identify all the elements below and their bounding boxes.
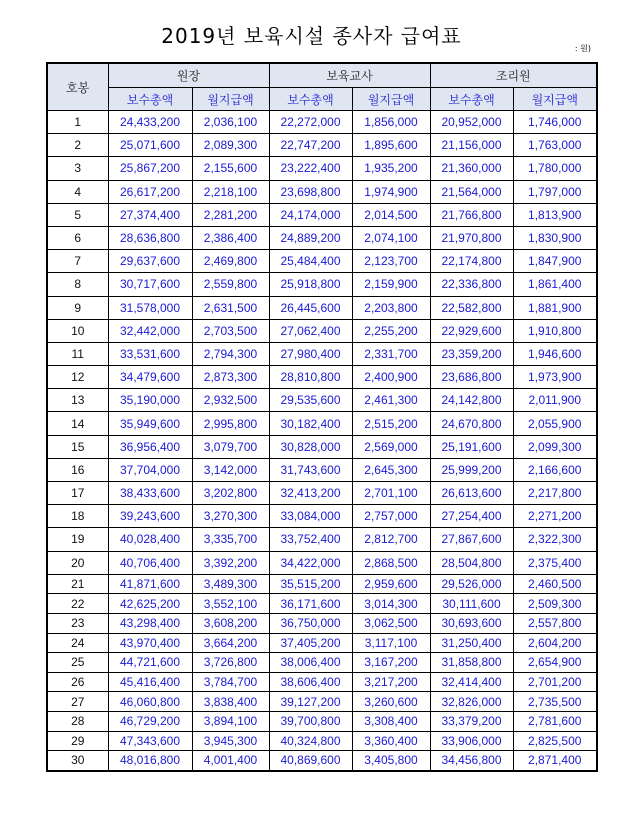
teacher-total-cell: 23,698,800 bbox=[269, 180, 352, 203]
cook-total-cell: 21,564,000 bbox=[430, 180, 513, 203]
cook-monthly-cell: 2,735,500 bbox=[513, 692, 597, 712]
teacher-total-cell: 22,747,200 bbox=[269, 134, 352, 157]
table-row bbox=[47, 111, 597, 134]
director-monthly-cell: 3,335,700 bbox=[192, 528, 269, 551]
teacher-total-cell: 25,918,800 bbox=[269, 273, 352, 296]
hobong-cell: 6 bbox=[47, 226, 108, 249]
teacher-monthly-cell: 2,123,700 bbox=[352, 250, 430, 273]
teacher-monthly-cell: 2,159,900 bbox=[352, 273, 430, 296]
teacher-total-cell: 24,889,200 bbox=[269, 226, 352, 249]
hobong-cell: 17 bbox=[47, 482, 108, 505]
hobong-cell: 28 bbox=[47, 711, 108, 731]
table-row bbox=[47, 250, 597, 273]
teacher-total-cell: 33,084,000 bbox=[269, 505, 352, 528]
table-row bbox=[47, 134, 597, 157]
cook-total-cell: 21,156,000 bbox=[430, 134, 513, 157]
teacher-total-cell: 27,980,400 bbox=[269, 342, 352, 365]
teacher-monthly-cell: 3,260,600 bbox=[352, 692, 430, 712]
table-row bbox=[47, 633, 597, 653]
director-total-cell: 26,617,200 bbox=[108, 180, 192, 203]
director-monthly-cell: 3,894,100 bbox=[192, 711, 269, 731]
director-total-cell: 35,949,600 bbox=[108, 412, 192, 435]
director-monthly-cell: 3,838,400 bbox=[192, 692, 269, 712]
hobong-cell: 3 bbox=[47, 157, 108, 180]
cook-total-cell: 26,613,600 bbox=[430, 482, 513, 505]
teacher-monthly-cell: 3,117,100 bbox=[352, 633, 430, 653]
director-total-cell: 42,625,200 bbox=[108, 594, 192, 614]
salary-table bbox=[46, 62, 598, 772]
director-monthly-cell: 3,202,800 bbox=[192, 482, 269, 505]
hobong-cell: 24 bbox=[47, 633, 108, 653]
hobong-cell: 22 bbox=[47, 594, 108, 614]
director-total-cell: 35,190,000 bbox=[108, 389, 192, 412]
teacher-monthly-cell: 2,757,000 bbox=[352, 505, 430, 528]
header-monthly-pay: 월지급액 bbox=[513, 88, 597, 111]
teacher-total-cell: 29,535,600 bbox=[269, 389, 352, 412]
director-total-cell: 39,243,600 bbox=[108, 505, 192, 528]
director-monthly-cell: 2,036,100 bbox=[192, 111, 269, 134]
director-total-cell: 48,016,800 bbox=[108, 751, 192, 771]
cook-total-cell: 29,526,000 bbox=[430, 574, 513, 594]
hobong-cell: 15 bbox=[47, 435, 108, 458]
teacher-monthly-cell: 1,974,900 bbox=[352, 180, 430, 203]
director-monthly-cell: 3,664,200 bbox=[192, 633, 269, 653]
director-total-cell: 25,867,200 bbox=[108, 157, 192, 180]
table-row bbox=[47, 731, 597, 751]
teacher-total-cell: 35,515,200 bbox=[269, 574, 352, 594]
cook-monthly-cell: 1,973,900 bbox=[513, 366, 597, 389]
hobong-cell: 4 bbox=[47, 180, 108, 203]
cook-total-cell: 27,254,400 bbox=[430, 505, 513, 528]
cook-total-cell: 34,456,800 bbox=[430, 751, 513, 771]
teacher-total-cell: 30,828,000 bbox=[269, 435, 352, 458]
header-group-cook: 조리원 bbox=[430, 63, 597, 88]
cook-monthly-cell: 2,322,300 bbox=[513, 528, 597, 551]
director-total-cell: 37,704,000 bbox=[108, 458, 192, 481]
cook-monthly-cell: 1,797,000 bbox=[513, 180, 597, 203]
cook-total-cell: 30,693,600 bbox=[430, 613, 513, 633]
hobong-cell: 27 bbox=[47, 692, 108, 712]
cook-monthly-cell: 1,910,800 bbox=[513, 319, 597, 342]
cook-monthly-cell: 2,825,500 bbox=[513, 731, 597, 751]
cook-monthly-cell: 1,763,000 bbox=[513, 134, 597, 157]
teacher-total-cell: 39,127,200 bbox=[269, 692, 352, 712]
cook-monthly-cell: 2,460,500 bbox=[513, 574, 597, 594]
cook-total-cell: 21,766,800 bbox=[430, 203, 513, 226]
hobong-cell: 2 bbox=[47, 134, 108, 157]
table-row bbox=[47, 389, 597, 412]
teacher-monthly-cell: 2,255,200 bbox=[352, 319, 430, 342]
hobong-cell: 21 bbox=[47, 574, 108, 594]
teacher-monthly-cell: 2,959,600 bbox=[352, 574, 430, 594]
hobong-cell: 23 bbox=[47, 613, 108, 633]
table-row bbox=[47, 157, 597, 180]
cook-total-cell: 24,142,800 bbox=[430, 389, 513, 412]
cook-monthly-cell: 1,847,900 bbox=[513, 250, 597, 273]
cook-total-cell: 25,191,600 bbox=[430, 435, 513, 458]
hobong-cell: 16 bbox=[47, 458, 108, 481]
teacher-total-cell: 36,171,600 bbox=[269, 594, 352, 614]
page-title: 2019년 보육시설 종사자 급여표 bbox=[161, 24, 462, 48]
teacher-total-cell: 40,869,600 bbox=[269, 751, 352, 771]
director-total-cell: 44,721,600 bbox=[108, 653, 192, 673]
table-row bbox=[47, 273, 597, 296]
cook-monthly-cell: 2,871,400 bbox=[513, 751, 597, 771]
director-monthly-cell: 2,873,300 bbox=[192, 366, 269, 389]
hobong-cell: 5 bbox=[47, 203, 108, 226]
director-total-cell: 43,298,400 bbox=[108, 613, 192, 633]
teacher-monthly-cell: 2,014,500 bbox=[352, 203, 430, 226]
header-total-pay: 보수총액 bbox=[430, 88, 513, 111]
teacher-total-cell: 40,324,800 bbox=[269, 731, 352, 751]
director-total-cell: 29,637,600 bbox=[108, 250, 192, 273]
hobong-cell: 20 bbox=[47, 551, 108, 574]
teacher-monthly-cell: 3,062,500 bbox=[352, 613, 430, 633]
cook-total-cell: 24,670,800 bbox=[430, 412, 513, 435]
table-row bbox=[47, 692, 597, 712]
director-monthly-cell: 3,552,100 bbox=[192, 594, 269, 614]
teacher-total-cell: 34,422,000 bbox=[269, 551, 352, 574]
teacher-monthly-cell: 2,569,000 bbox=[352, 435, 430, 458]
director-monthly-cell: 2,631,500 bbox=[192, 296, 269, 319]
director-total-cell: 36,956,400 bbox=[108, 435, 192, 458]
cook-total-cell: 21,360,000 bbox=[430, 157, 513, 180]
table-row bbox=[47, 412, 597, 435]
table-row bbox=[47, 574, 597, 594]
hobong-cell: 30 bbox=[47, 751, 108, 771]
teacher-monthly-cell: 2,203,800 bbox=[352, 296, 430, 319]
director-total-cell: 46,060,800 bbox=[108, 692, 192, 712]
director-monthly-cell: 2,089,300 bbox=[192, 134, 269, 157]
hobong-cell: 25 bbox=[47, 653, 108, 673]
director-total-cell: 25,071,600 bbox=[108, 134, 192, 157]
cook-monthly-cell: 2,055,900 bbox=[513, 412, 597, 435]
cook-total-cell: 31,250,400 bbox=[430, 633, 513, 653]
header-group-director: 원장 bbox=[108, 63, 269, 88]
director-total-cell: 27,374,400 bbox=[108, 203, 192, 226]
teacher-total-cell: 32,413,200 bbox=[269, 482, 352, 505]
director-total-cell: 46,729,200 bbox=[108, 711, 192, 731]
director-monthly-cell: 2,703,500 bbox=[192, 319, 269, 342]
director-monthly-cell: 3,270,300 bbox=[192, 505, 269, 528]
header-group-teacher: 보육교사 bbox=[269, 63, 430, 88]
teacher-total-cell: 38,606,400 bbox=[269, 672, 352, 692]
cook-total-cell: 23,686,800 bbox=[430, 366, 513, 389]
teacher-monthly-cell: 1,935,200 bbox=[352, 157, 430, 180]
cook-total-cell: 33,379,200 bbox=[430, 711, 513, 731]
cook-total-cell: 20,952,000 bbox=[430, 111, 513, 134]
cook-monthly-cell: 2,011,900 bbox=[513, 389, 597, 412]
cook-monthly-cell: 2,654,900 bbox=[513, 653, 597, 673]
director-monthly-cell: 2,155,600 bbox=[192, 157, 269, 180]
teacher-monthly-cell: 2,701,100 bbox=[352, 482, 430, 505]
director-total-cell: 32,442,000 bbox=[108, 319, 192, 342]
teacher-monthly-cell: 2,868,500 bbox=[352, 551, 430, 574]
cook-total-cell: 23,359,200 bbox=[430, 342, 513, 365]
teacher-monthly-cell: 2,074,100 bbox=[352, 226, 430, 249]
cook-monthly-cell: 2,099,300 bbox=[513, 435, 597, 458]
table-row bbox=[47, 482, 597, 505]
teacher-total-cell: 39,700,800 bbox=[269, 711, 352, 731]
cook-total-cell: 32,826,000 bbox=[430, 692, 513, 712]
table-row bbox=[47, 458, 597, 481]
teacher-monthly-cell: 3,167,200 bbox=[352, 653, 430, 673]
cook-total-cell: 22,582,800 bbox=[430, 296, 513, 319]
director-monthly-cell: 3,726,800 bbox=[192, 653, 269, 673]
cook-monthly-cell: 1,946,600 bbox=[513, 342, 597, 365]
cook-monthly-cell: 2,375,400 bbox=[513, 551, 597, 574]
director-monthly-cell: 3,142,000 bbox=[192, 458, 269, 481]
director-monthly-cell: 3,392,200 bbox=[192, 551, 269, 574]
cook-total-cell: 21,970,800 bbox=[430, 226, 513, 249]
cook-total-cell: 22,929,600 bbox=[430, 319, 513, 342]
table-row bbox=[47, 505, 597, 528]
cook-monthly-cell: 2,604,200 bbox=[513, 633, 597, 653]
hobong-cell: 9 bbox=[47, 296, 108, 319]
table-row bbox=[47, 342, 597, 365]
hobong-cell: 1 bbox=[47, 111, 108, 134]
cook-monthly-cell: 2,509,300 bbox=[513, 594, 597, 614]
table-row bbox=[47, 653, 597, 673]
director-total-cell: 45,416,400 bbox=[108, 672, 192, 692]
teacher-total-cell: 25,484,400 bbox=[269, 250, 352, 273]
teacher-total-cell: 33,752,400 bbox=[269, 528, 352, 551]
table-row bbox=[47, 594, 597, 614]
director-monthly-cell: 3,608,200 bbox=[192, 613, 269, 633]
cook-total-cell: 32,414,400 bbox=[430, 672, 513, 692]
cook-monthly-cell: 1,861,400 bbox=[513, 273, 597, 296]
table-row bbox=[47, 551, 597, 574]
teacher-total-cell: 28,810,800 bbox=[269, 366, 352, 389]
director-total-cell: 43,970,400 bbox=[108, 633, 192, 653]
table-row bbox=[47, 613, 597, 633]
teacher-monthly-cell: 3,217,200 bbox=[352, 672, 430, 692]
teacher-monthly-cell: 2,331,700 bbox=[352, 342, 430, 365]
director-monthly-cell: 2,386,400 bbox=[192, 226, 269, 249]
table-row bbox=[47, 711, 597, 731]
cook-total-cell: 28,504,800 bbox=[430, 551, 513, 574]
cook-total-cell: 31,858,800 bbox=[430, 653, 513, 673]
director-monthly-cell: 2,794,300 bbox=[192, 342, 269, 365]
teacher-total-cell: 30,182,400 bbox=[269, 412, 352, 435]
teacher-monthly-cell: 3,014,300 bbox=[352, 594, 430, 614]
table-row bbox=[47, 751, 597, 771]
director-total-cell: 40,706,400 bbox=[108, 551, 192, 574]
table-row bbox=[47, 203, 597, 226]
director-total-cell: 31,578,000 bbox=[108, 296, 192, 319]
director-total-cell: 30,717,600 bbox=[108, 273, 192, 296]
hobong-cell: 10 bbox=[47, 319, 108, 342]
director-total-cell: 40,028,400 bbox=[108, 528, 192, 551]
unit-label: : 원) bbox=[574, 44, 591, 53]
director-total-cell: 34,479,600 bbox=[108, 366, 192, 389]
hobong-cell: 19 bbox=[47, 528, 108, 551]
director-total-cell: 47,343,600 bbox=[108, 731, 192, 751]
teacher-total-cell: 23,222,400 bbox=[269, 157, 352, 180]
table-row bbox=[47, 435, 597, 458]
table-row bbox=[47, 226, 597, 249]
teacher-monthly-cell: 3,360,400 bbox=[352, 731, 430, 751]
teacher-monthly-cell: 2,645,300 bbox=[352, 458, 430, 481]
teacher-total-cell: 26,445,600 bbox=[269, 296, 352, 319]
cook-monthly-cell: 1,813,900 bbox=[513, 203, 597, 226]
cook-monthly-cell: 2,701,200 bbox=[513, 672, 597, 692]
teacher-total-cell: 37,405,200 bbox=[269, 633, 352, 653]
teacher-total-cell: 22,272,000 bbox=[269, 111, 352, 134]
teacher-total-cell: 24,174,000 bbox=[269, 203, 352, 226]
director-monthly-cell: 2,469,800 bbox=[192, 250, 269, 273]
hobong-cell: 13 bbox=[47, 389, 108, 412]
cook-monthly-cell: 1,830,900 bbox=[513, 226, 597, 249]
table-row bbox=[47, 296, 597, 319]
cook-monthly-cell: 2,166,600 bbox=[513, 458, 597, 481]
hobong-cell: 26 bbox=[47, 672, 108, 692]
director-total-cell: 38,433,600 bbox=[108, 482, 192, 505]
cook-monthly-cell: 2,557,800 bbox=[513, 613, 597, 633]
director-monthly-cell: 3,784,700 bbox=[192, 672, 269, 692]
hobong-cell: 11 bbox=[47, 342, 108, 365]
header-hobong: 호봉 bbox=[47, 63, 108, 111]
cook-monthly-cell: 2,781,600 bbox=[513, 711, 597, 731]
table-row bbox=[47, 180, 597, 203]
teacher-monthly-cell: 1,895,600 bbox=[352, 134, 430, 157]
header-total-pay: 보수총액 bbox=[108, 88, 192, 111]
teacher-monthly-cell: 1,856,000 bbox=[352, 111, 430, 134]
teacher-monthly-cell: 2,400,900 bbox=[352, 366, 430, 389]
cook-monthly-cell: 2,271,200 bbox=[513, 505, 597, 528]
director-monthly-cell: 2,559,800 bbox=[192, 273, 269, 296]
teacher-monthly-cell: 2,812,700 bbox=[352, 528, 430, 551]
hobong-cell: 12 bbox=[47, 366, 108, 389]
hobong-cell: 18 bbox=[47, 505, 108, 528]
teacher-monthly-cell: 3,308,400 bbox=[352, 711, 430, 731]
table-row bbox=[47, 366, 597, 389]
header-monthly-pay: 월지급액 bbox=[352, 88, 430, 111]
director-monthly-cell: 2,932,500 bbox=[192, 389, 269, 412]
cook-total-cell: 30,111,600 bbox=[430, 594, 513, 614]
teacher-monthly-cell: 2,515,200 bbox=[352, 412, 430, 435]
cook-total-cell: 22,174,800 bbox=[430, 250, 513, 273]
cook-monthly-cell: 1,780,000 bbox=[513, 157, 597, 180]
cook-monthly-cell: 2,217,800 bbox=[513, 482, 597, 505]
director-monthly-cell: 2,218,100 bbox=[192, 180, 269, 203]
director-total-cell: 24,433,200 bbox=[108, 111, 192, 134]
director-monthly-cell: 3,489,300 bbox=[192, 574, 269, 594]
table-row bbox=[47, 319, 597, 342]
director-total-cell: 28,636,800 bbox=[108, 226, 192, 249]
table-row bbox=[47, 528, 597, 551]
hobong-cell: 8 bbox=[47, 273, 108, 296]
teacher-total-cell: 36,750,000 bbox=[269, 613, 352, 633]
cook-total-cell: 33,906,000 bbox=[430, 731, 513, 751]
cook-monthly-cell: 1,746,000 bbox=[513, 111, 597, 134]
hobong-cell: 7 bbox=[47, 250, 108, 273]
cook-total-cell: 22,336,800 bbox=[430, 273, 513, 296]
table-row bbox=[47, 672, 597, 692]
director-monthly-cell: 4,001,400 bbox=[192, 751, 269, 771]
teacher-monthly-cell: 3,405,800 bbox=[352, 751, 430, 771]
director-monthly-cell: 2,281,200 bbox=[192, 203, 269, 226]
director-total-cell: 41,871,600 bbox=[108, 574, 192, 594]
director-total-cell: 33,531,600 bbox=[108, 342, 192, 365]
hobong-cell: 29 bbox=[47, 731, 108, 751]
teacher-monthly-cell: 2,461,300 bbox=[352, 389, 430, 412]
teacher-total-cell: 27,062,400 bbox=[269, 319, 352, 342]
director-monthly-cell: 3,945,300 bbox=[192, 731, 269, 751]
cook-total-cell: 25,999,200 bbox=[430, 458, 513, 481]
teacher-total-cell: 38,006,400 bbox=[269, 653, 352, 673]
teacher-total-cell: 31,743,600 bbox=[269, 458, 352, 481]
salary-table-body bbox=[47, 111, 597, 771]
director-monthly-cell: 3,079,700 bbox=[192, 435, 269, 458]
header-monthly-pay: 월지급액 bbox=[192, 88, 269, 111]
header-total-pay: 보수총액 bbox=[269, 88, 352, 111]
hobong-cell: 14 bbox=[47, 412, 108, 435]
cook-total-cell: 27,867,600 bbox=[430, 528, 513, 551]
cook-monthly-cell: 1,881,900 bbox=[513, 296, 597, 319]
director-monthly-cell: 2,995,800 bbox=[192, 412, 269, 435]
